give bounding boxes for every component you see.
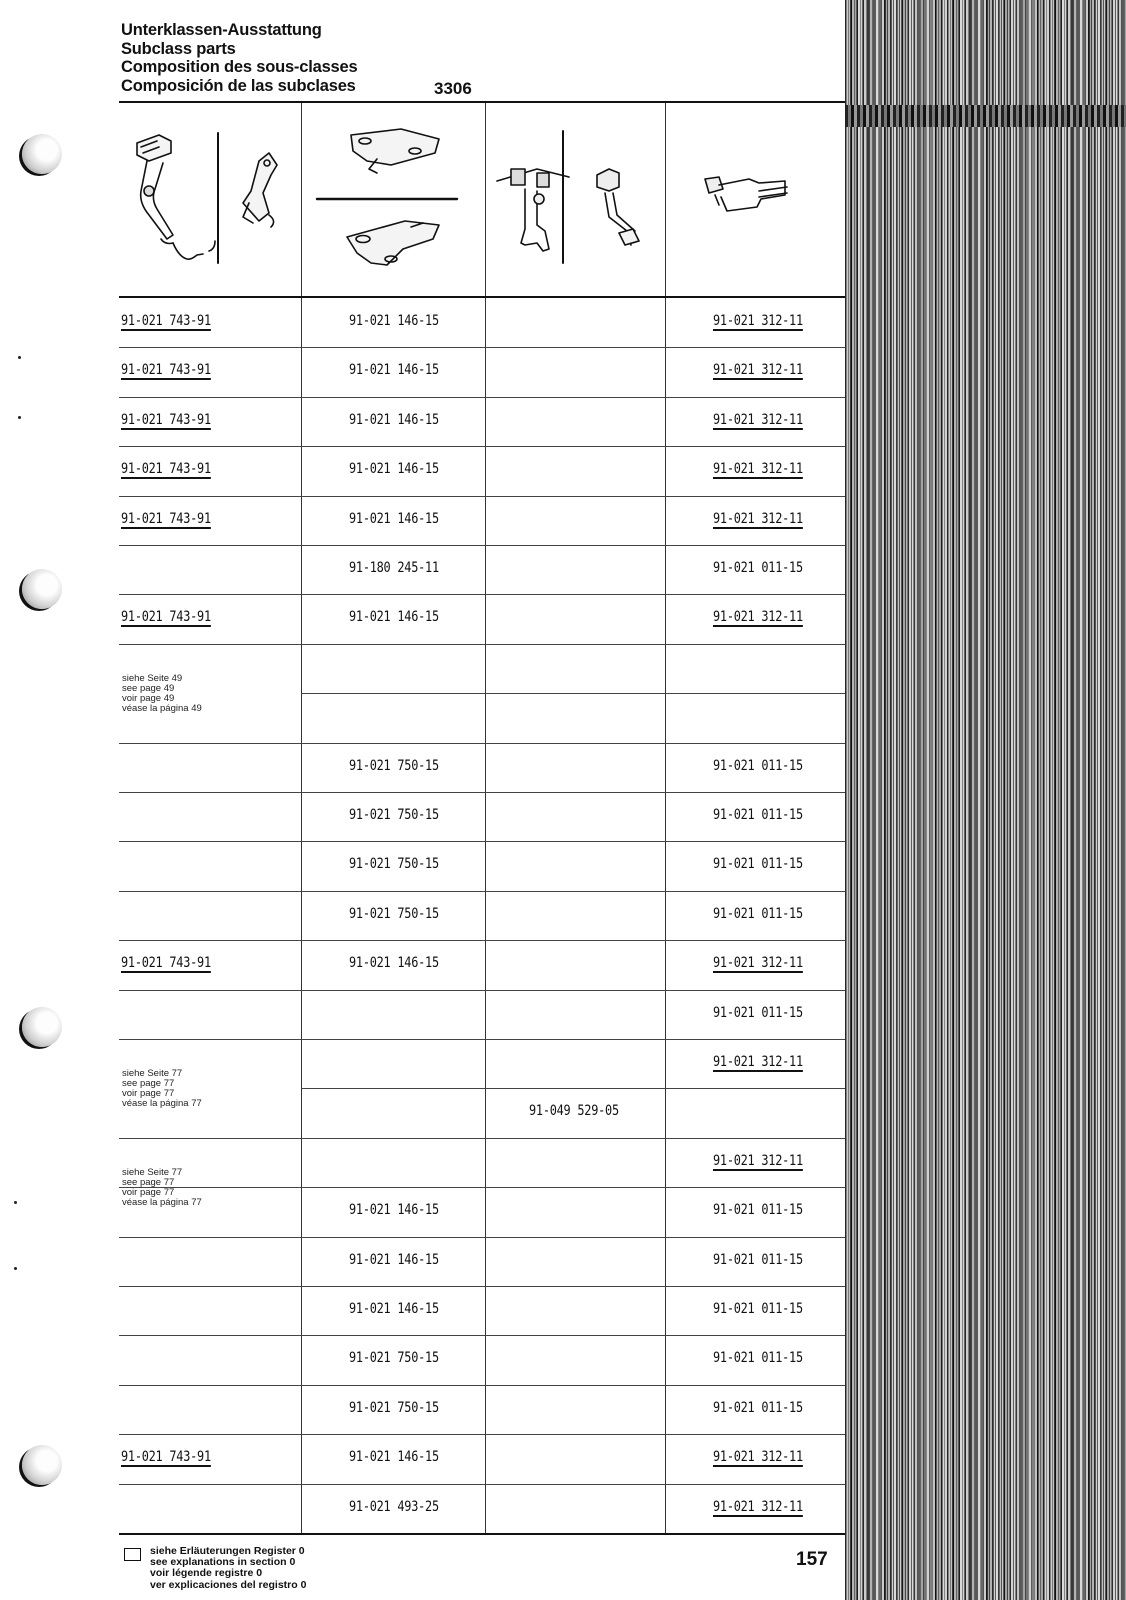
spring-clip-illustration — [243, 153, 277, 227]
part-number-cell: 91-021 146-15 — [349, 411, 439, 428]
part-number-cell: 91-021 146-15 — [349, 510, 439, 527]
note-line: siehe Seite 49 — [122, 672, 183, 684]
row-separator — [301, 644, 845, 645]
cross-reference-note — [122, 674, 202, 714]
part-number-cell: 91-021 312-11 — [713, 411, 803, 428]
note-line: véase la página 77 — [122, 1098, 202, 1109]
row-separator — [119, 446, 845, 447]
note-line: siehe Seite 77 — [122, 1068, 183, 1079]
part-number-cell: 91-021 011-15 — [713, 1350, 803, 1367]
part-number-cell: 91-021 743-91 — [121, 1449, 211, 1466]
part-number-cell: 91-021 011-15 — [713, 807, 803, 823]
row-separator — [119, 841, 845, 842]
speck — [14, 1201, 17, 1204]
part-number-cell: 91-021 011-15 — [713, 560, 803, 576]
part-number-cell: 91-021 312-11 — [713, 955, 803, 972]
row-separator — [119, 940, 845, 941]
note-line: voir page 77 — [122, 1186, 175, 1198]
part-number-cell: 91-021 312-11 — [713, 510, 803, 527]
part-number-cell: 91-021 312-11 — [713, 362, 803, 379]
part-number-cell: 91-021 743-91 — [121, 461, 211, 478]
part-number-cell: 91-021 743-91 — [121, 955, 211, 972]
part-number-cell: 91-021 011-15 — [713, 1301, 803, 1317]
part-number-cell: 91-021 146-15 — [349, 955, 439, 972]
part-number-cell: 91-021 743-91 — [121, 510, 211, 527]
row-separator-c1 — [119, 644, 301, 645]
throat-plate-top-illustration — [351, 129, 439, 173]
part-number-cell: 91-049 529-05 — [529, 1103, 619, 1120]
part-number-cell: 91-021 146-15 — [349, 1449, 439, 1466]
row-separator-c1 — [119, 1138, 301, 1139]
part-number-cell: 91-021 011-15 — [713, 856, 803, 873]
note-line: voir page 77 — [122, 1088, 175, 1099]
part-number-cell: 91-021 011-15 — [713, 757, 803, 774]
legend-line-fr: voir légende registre 0 — [150, 1567, 263, 1580]
part-number-cell: 91-021 743-91 — [121, 362, 211, 379]
legend-line-es: ver explicaciones del registro 0 — [150, 1578, 307, 1591]
scan-margin — [845, 0, 1126, 1600]
row-separator — [119, 397, 845, 398]
part-number-cell: 91-021 312-11 — [713, 1498, 803, 1515]
part-number-cell: 91-021 146-15 — [349, 609, 439, 626]
row-separator — [119, 594, 845, 595]
row-separator — [119, 1434, 845, 1435]
cross-reference-note — [122, 1069, 202, 1109]
part-number-cell: 91-021 011-15 — [713, 1399, 803, 1416]
binder-hole — [22, 134, 62, 174]
binder-hole — [22, 1007, 62, 1047]
part-number-cell: 91-021 146-15 — [349, 313, 439, 329]
header-title-fr: Composition des sous-classes — [121, 58, 358, 76]
cross-reference-note — [122, 1168, 202, 1208]
throat-plate-bottom-illustration — [347, 221, 439, 265]
table-col-divider-1 — [301, 298, 302, 1533]
illustration-row — [119, 103, 845, 298]
row-separator — [301, 1138, 845, 1139]
row-separator — [119, 545, 845, 546]
part-number-cell: 91-021 312-11 — [713, 1152, 803, 1169]
part-number-cell: 91-021 493-25 — [349, 1498, 439, 1515]
row-separator — [119, 1335, 845, 1336]
part-number-cell: 91-021 146-15 — [349, 1301, 439, 1317]
row-separator — [119, 496, 845, 497]
speck — [18, 416, 21, 419]
part-number-cell: 91-021 146-15 — [349, 1202, 439, 1219]
binder-hole — [22, 569, 62, 609]
image-col-divider-3 — [665, 103, 666, 298]
row-separator — [119, 347, 845, 348]
note-line: see page 49 — [122, 682, 175, 694]
legend-text — [150, 1546, 306, 1591]
part-number-cell: 91-021 312-11 — [713, 313, 803, 329]
part-number-cell: 91-021 146-15 — [349, 461, 439, 478]
table-col-divider-3 — [665, 298, 666, 1533]
page-header — [121, 21, 861, 95]
row-separator-c1 — [119, 1039, 301, 1040]
image-col-divider-2 — [485, 103, 486, 298]
row-separator — [119, 1385, 845, 1386]
row-separator — [119, 743, 845, 744]
note-line: voir page 49 — [122, 692, 175, 704]
page-number: 157 — [796, 1549, 828, 1570]
legend-line-de: siehe Erläuterungen Register 0 — [150, 1545, 305, 1557]
part-number-cell: 91-021 146-15 — [349, 1251, 439, 1268]
row-separator — [119, 1237, 845, 1238]
part-number-cell: 91-021 743-91 — [121, 313, 211, 329]
row-separator — [301, 693, 845, 694]
row-separator — [119, 792, 845, 793]
part-number-cell: 91-180 245-11 — [349, 560, 439, 576]
image-col-divider-1 — [301, 103, 302, 298]
illustration-rule — [119, 296, 845, 298]
part-number-cell: 91-021 312-11 — [713, 1054, 803, 1070]
part-number-cell: 91-021 743-91 — [121, 411, 211, 428]
part-number-cell: 91-021 750-15 — [349, 1350, 439, 1367]
legend-box-icon — [124, 1548, 141, 1561]
row-separator — [119, 1286, 845, 1287]
straight-foot-illustration — [705, 177, 787, 211]
header-title-en: Subclass parts — [121, 39, 236, 58]
speck — [18, 356, 21, 359]
part-number-cell: 91-021 750-15 — [349, 856, 439, 873]
note-line: siehe Seite 77 — [122, 1166, 183, 1178]
row-separator — [119, 891, 845, 892]
row-separator — [301, 1088, 845, 1089]
part-number-cell: 91-021 312-11 — [713, 609, 803, 626]
row-separator — [119, 1187, 845, 1188]
speck — [14, 1267, 17, 1270]
part-number-cell: 91-021 146-15 — [349, 362, 439, 379]
slide-foot-illustration — [597, 169, 639, 245]
table-col-divider-2 — [485, 298, 486, 1533]
note-line: see page 77 — [122, 1078, 175, 1089]
part-number-cell: 91-021 312-11 — [713, 461, 803, 478]
row-separator — [301, 1039, 845, 1040]
row-separator — [119, 990, 845, 991]
part-illustrations — [119, 103, 845, 298]
binder-hole — [22, 1445, 62, 1485]
note-line: véase la página 77 — [122, 1196, 202, 1208]
part-number-cell: 91-021 011-15 — [713, 1251, 803, 1268]
part-number-cell: 91-021 750-15 — [349, 757, 439, 774]
part-number-cell: 91-021 312-11 — [713, 1449, 803, 1466]
part-number-cell: 91-021 011-15 — [713, 1202, 803, 1219]
header-title-es: Composición de las subclases — [121, 76, 356, 95]
table-bottom-rule — [119, 1533, 845, 1535]
part-number-cell: 91-021 750-15 — [349, 1399, 439, 1416]
row-separator — [119, 1484, 845, 1485]
header-title-de: Unterklassen-Ausstattung — [121, 21, 322, 39]
part-number-cell: 91-021 743-91 — [121, 609, 211, 626]
part-number-cell: 91-021 011-15 — [713, 1004, 803, 1021]
note-line: véase la página 49 — [122, 702, 202, 714]
presser-foot-guide-illustration — [137, 135, 215, 259]
part-number-cell: 91-021 750-15 — [349, 905, 439, 922]
presser-foot-assembly-illustration — [497, 169, 569, 251]
legend-line-en: see explanations in section 0 — [150, 1556, 296, 1569]
part-number-cell: 91-021 750-15 — [349, 807, 439, 823]
note-line: see page 77 — [122, 1176, 175, 1188]
scan-band — [845, 105, 1126, 127]
model-number: 3306 — [434, 79, 472, 98]
part-number-cell: 91-021 011-15 — [713, 905, 803, 922]
